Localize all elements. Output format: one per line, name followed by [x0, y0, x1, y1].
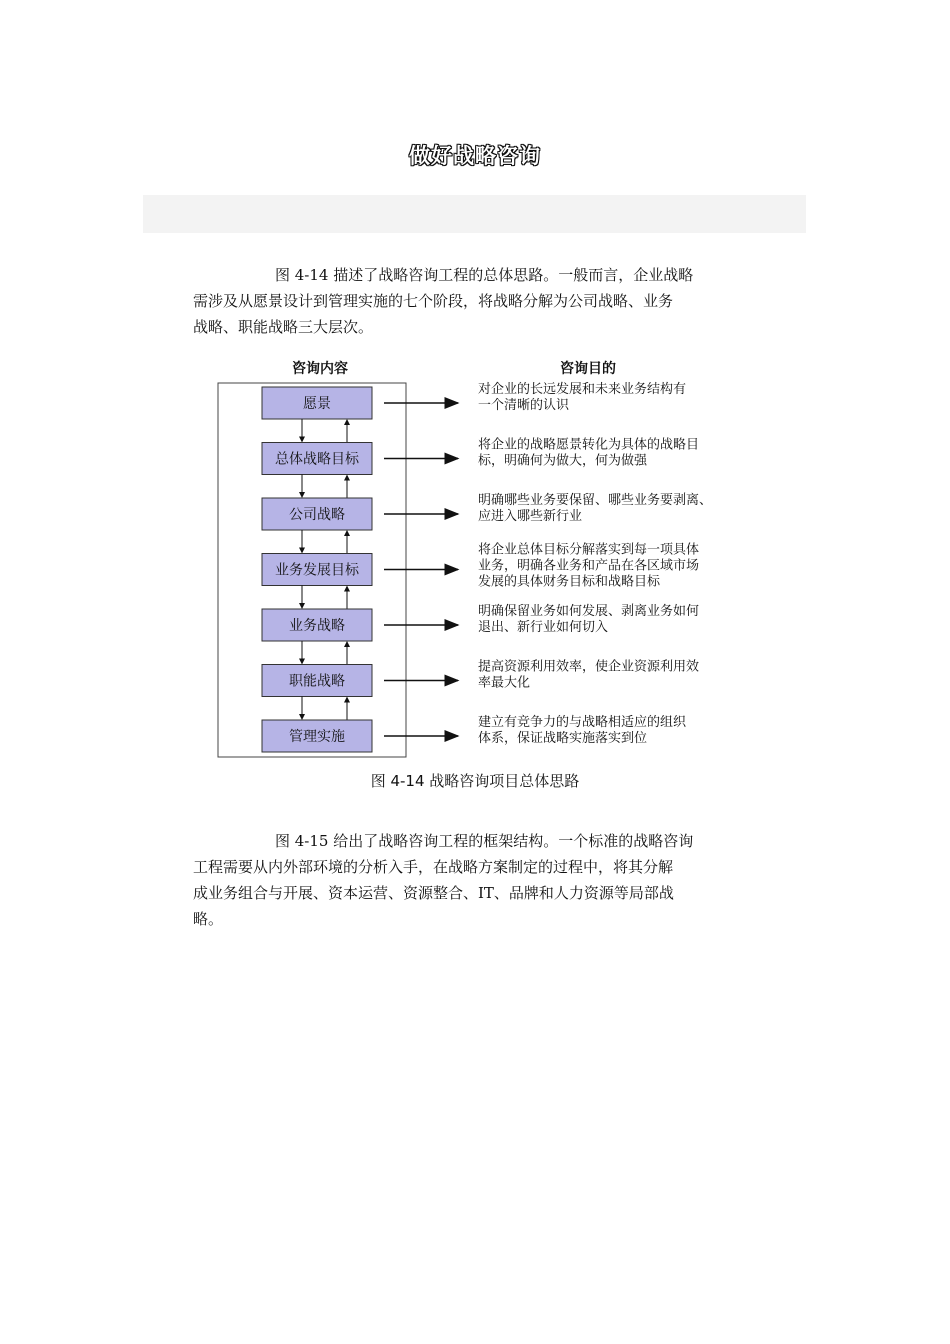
intro-paragraph — [193, 262, 758, 340]
stage-purpose-text: 对企业的长远发展和未来业务结构有 — [478, 382, 687, 397]
paragraph-line: 工程需要从内外部环境的分析入手，在战略方案制定的过程中，将其分解 — [193, 858, 674, 876]
stage-purpose-text: 业务，明确各业务和产品在各区域市场 — [478, 558, 700, 574]
strategy-flow-diagram — [210, 355, 750, 765]
stage-label: 愿景 — [303, 396, 331, 412]
paragraph-line: 成业务组合与开展、资本运营、资源整合、IT、品牌和人力资源等局部战 — [193, 884, 674, 902]
paragraph-line: 战略、职能战略三大层次。 — [193, 318, 374, 336]
stage-label: 总体战略目标 — [275, 451, 359, 468]
framework-paragraph — [193, 828, 758, 932]
stage-label: 业务发展目标 — [275, 562, 359, 579]
stage-purpose-text: 将企业的战略愿景转化为具体的战略目 — [478, 437, 700, 453]
paragraph-line: 需涉及从愿景设计到管理实施的七个阶段，将战略分解为公司战略、业务 — [193, 292, 674, 310]
left-column-header: 咨询内容 — [292, 361, 348, 377]
stage-purpose-text: 将企业总体目标分解落实到每一项具体 — [478, 542, 700, 558]
paragraph-line: 图 4-15 给出了战略咨询工程的框架结构。一个标准的战略咨询 — [275, 832, 694, 850]
stage-purpose-text: 标，明确何为做大，何为做强 — [478, 453, 648, 469]
stage-label: 管理实施 — [289, 729, 345, 745]
stage-purpose-text: 建立有竞争力的与战略相适应的组织 — [478, 715, 687, 730]
stage-purpose-text: 一个清晰的认识 — [478, 398, 570, 413]
stage-purpose-text: 发展的具体财务目标和战略目标 — [478, 574, 661, 590]
figure-caption: 图 4-14 战略咨询项目总体思路 — [370, 772, 580, 790]
right-column-header: 咨询目的 — [560, 361, 616, 377]
stage-purpose-text: 明确保留业务如何发展、剥离业务如何 — [478, 604, 700, 619]
stage-purpose-text: 率最大化 — [478, 675, 531, 691]
stage-purpose-text: 体系，保证战略实施落实到位 — [478, 731, 648, 746]
stage-purpose-text: 提高资源利用效率，使企业资源利用效 — [478, 659, 700, 675]
header-band — [143, 195, 806, 233]
stage-label: 业务战略 — [289, 618, 345, 634]
stage-purpose-text: 明确哪些业务要保留、哪些业务要剥离、 — [478, 493, 713, 508]
paragraph-line: 略。 — [193, 910, 224, 928]
stage-label: 职能战略 — [289, 673, 345, 690]
stage-purpose-text: 应进入哪些新行业 — [478, 509, 583, 524]
stage-purpose-text: 退出、新行业如何切入 — [478, 620, 609, 635]
paragraph-line: 图 4-14 描述了战略咨询工程的总体思路。一般而言，企业战略 — [275, 266, 694, 284]
stage-label: 公司战略 — [289, 507, 345, 523]
page-title: 做好战略咨询 — [409, 144, 541, 168]
